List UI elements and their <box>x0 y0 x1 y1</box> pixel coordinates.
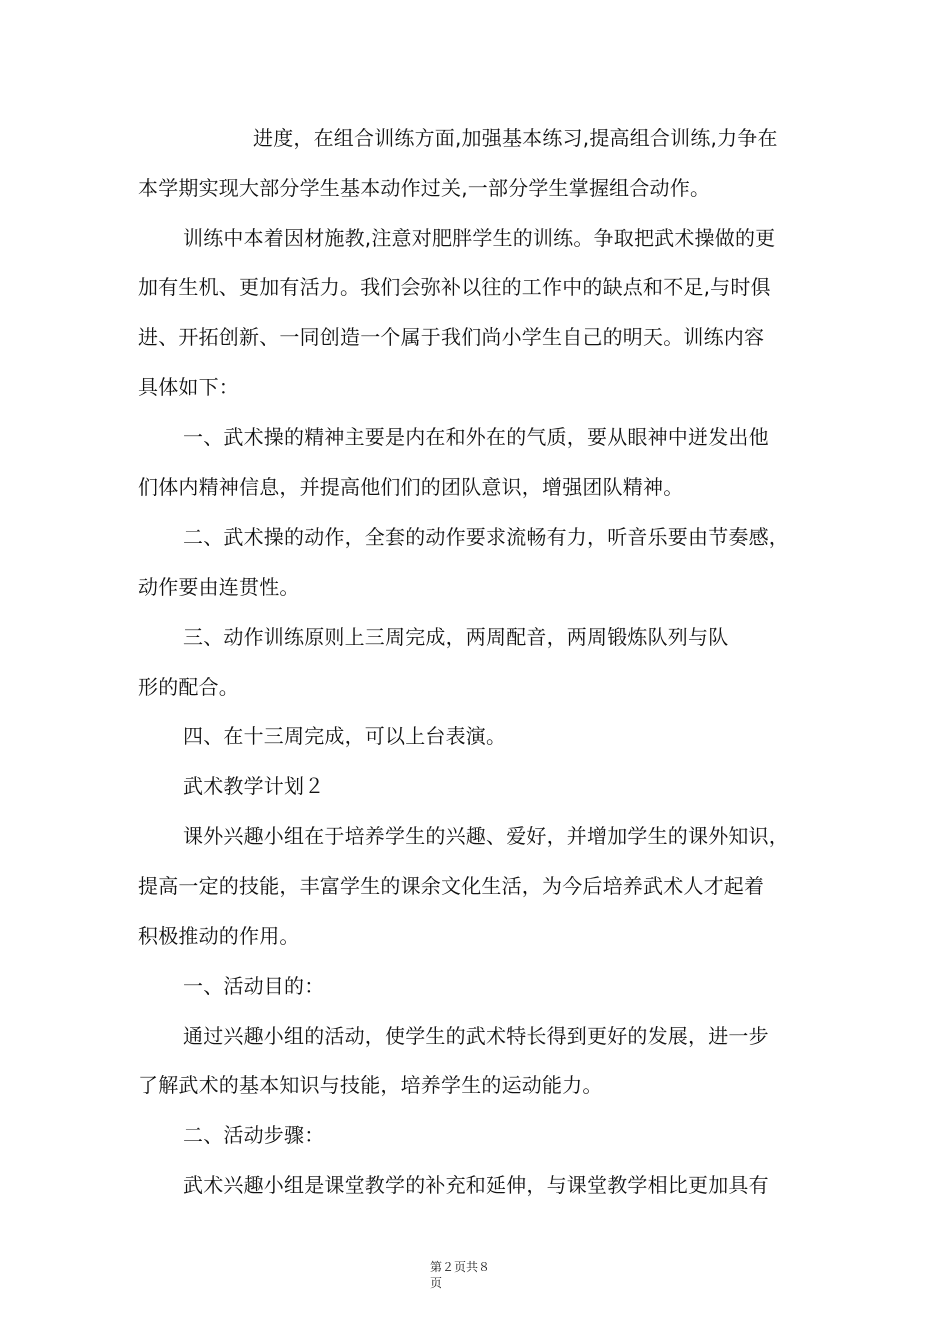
text-line: 二、武术操的动作，全套的动作要求流畅有力，听音乐要由节奏感， <box>183 525 789 549</box>
text-line: 一、武术操的精神主要是内在和外在的气质，要从眼神中迸发出他 <box>183 425 769 449</box>
section-heading: 武术教学计划２ <box>183 774 325 798</box>
text-line: 四、在十三周完成，可以上台表演。 <box>183 724 507 748</box>
text-line: 一、活动目的： <box>183 974 325 998</box>
text-line: 训练中本着因材施教,注意对肥胖学生的训练。争取把武术操做的更 <box>183 226 776 250</box>
text-line: 通过兴趣小组的活动，使学生的武术特长得到更好的发展，进一步 <box>183 1024 769 1048</box>
page-number-line: 第２页共８ <box>430 1260 491 1274</box>
text-line: 了解武术的基本知识与技能，培养学生的运动能力。 <box>138 1073 603 1097</box>
text-line: 积极推动的作用。 <box>138 924 300 948</box>
text-line: 提高一定的技能，丰富学生的课余文化生活，为今后培养武术人才起着 <box>138 874 765 898</box>
text-line: 本学期实现大部分学生基本动作过关,一部分学生掌握组合动作。 <box>138 176 711 200</box>
text-line: 课外兴趣小组在于培养学生的兴趣、爱好，并增加学生的课外知识， <box>183 824 789 848</box>
page-number <box>430 1259 510 1291</box>
page-number-line: 页 <box>430 1276 443 1290</box>
text-line: 加有生机、更加有活力。我们会弥补以往的工作中的缺点和不足,与时俱 <box>138 275 771 299</box>
text-line: 具体如下： <box>138 375 239 399</box>
text-line: 三、动作训练原则上三周完成，两周配音，两周锻炼队列与队 <box>183 625 729 649</box>
text-line: 进度，在组合训练方面,加强基本练习,提高组合训练,力争在 <box>253 126 778 150</box>
text-line: 武术兴趣小组是课堂教学的补充和延伸，与课堂教学相比更加具有 <box>183 1173 769 1197</box>
text-line: 进、开拓创新、一同创造一个属于我们尚小学生自己的明天。训练内容 <box>138 325 765 349</box>
text-line: 形的配合。 <box>138 675 239 699</box>
text-line: 二、活动步骤： <box>183 1123 325 1147</box>
text-line: 动作要由连贯性。 <box>138 575 300 599</box>
text-line: 们体内精神信息，并提高他们们的团队意识，增强团队精神。 <box>138 475 684 499</box>
